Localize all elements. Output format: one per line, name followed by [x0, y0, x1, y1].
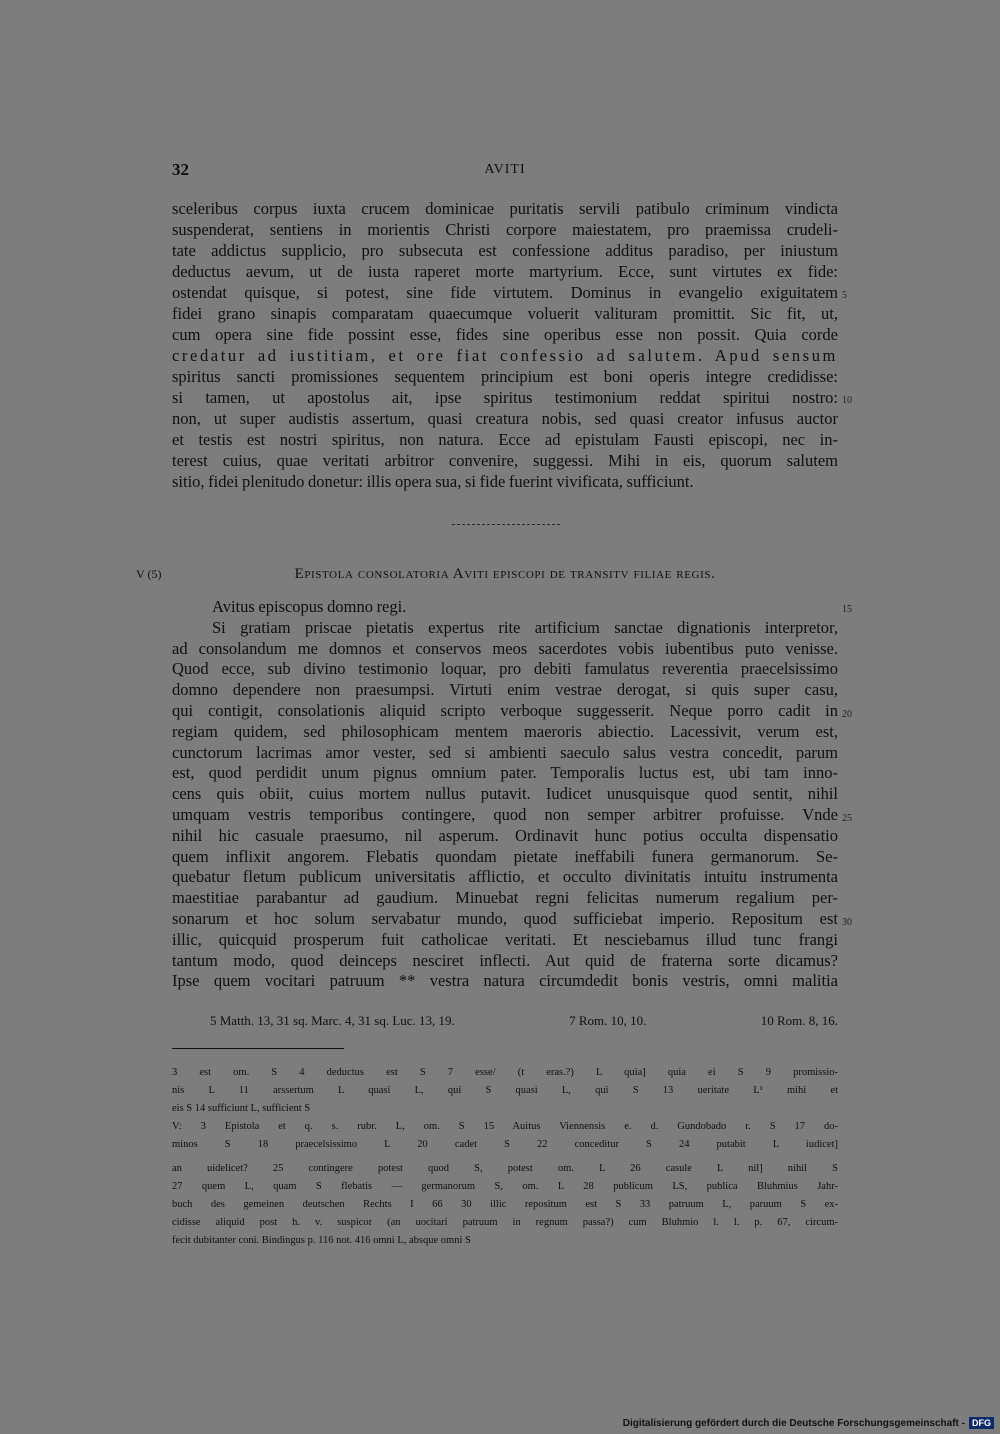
text-line: sitio, fidei plenitudo donetur: illis opera sua, si fide fuerint vivificata, sufficiunt. [172, 472, 694, 491]
apparatus-line: nis L 11 arssertum L quasi L, qui S quasi L, qui S 13 ueritate L¹ mihi et [172, 1085, 838, 1096]
letter-text [172, 597, 838, 992]
text-line: suspenderat, sentiens in morientis Christi corpore maiestatem, pro praemissa crudeli- [172, 220, 838, 239]
apparatus-line: cidisse aliquid post h. v. suspicor (an uocitari patruum in regnum passa?) cum Bluhmio l. l. p. 67, circum- [172, 1217, 838, 1228]
text-line: umquam vestris temporibus contingere, quod non semper arbitrer profuisse. Vnde [172, 804, 838, 824]
line-number: 10 [842, 395, 852, 406]
text-line: quem inflixit angorem. Flebatis quondam pietate ineffabili funera germanorum. Se- [172, 846, 838, 866]
text-line: Si gratiam priscae pietatis expertus rite artificium sanctae dignationis interpretor, [212, 617, 838, 637]
text-line: fidei grano sinapis comparatam quaecumque voluerit valituram promittit. Sic fit, ut, [172, 304, 838, 323]
dfg-logo: DFG [969, 1417, 994, 1429]
apparatus-line: minos S 18 praecelsissimo L 20 cadet S 22 conceditur S 24 putabit L iudicet] [172, 1139, 838, 1150]
scripture-ref: 7 Rom. 10, 10. [569, 1013, 647, 1028]
main-text [172, 198, 838, 492]
text-line: maestitiae parabantur ad gaudium. Minuebat regni felicitas numerum regalium per- [172, 888, 838, 908]
text-line: terest cuius, quae veritati arbitror convenire, suggessi. Mihi in eis, quorum salutem [172, 451, 838, 470]
text-line: cunctorum lacrimas amor vester, sed si ambienti saeculo salus vestra concedit, parum [172, 742, 838, 762]
scripture-references [210, 1013, 838, 1033]
apparatus-line: 27 quem L, quam S flebatis — germanorum S, om. L 28 publicum LS, publica Bluhmius Jahr- [172, 1181, 838, 1192]
running-head: AVITI [484, 162, 526, 177]
page-header [172, 160, 838, 182]
text-line: sonarum et hoc solum servabatur mundo, quod sufficiebat imperio. Repositum est [172, 908, 838, 928]
text-line: ad consolandum me domnos et conservos meos sacerdotes vobis iubentibus puto venisse. [172, 638, 838, 658]
text-line: est, quod perdidit unum pignus omnium pater. Temporalis luctus est, ubi tam inno- [172, 763, 838, 783]
apparatus-line: eis S 14 sufficiunt L, sufficient S [172, 1103, 311, 1114]
text-line: non, ut super audistis assertum, quasi creatura nobis, sed quasi creator infusus auctor [172, 409, 838, 428]
apparatus-line: V: 3 Epistola et q. s. rubr. L, om. S 15 Auitus Viennensis e. d. Gundobado r. S 17 do- [172, 1121, 838, 1132]
apparatus-line: 3 est om. S 4 deductus est S 7 esse/ (t eras.?) L quia] quia ei S 9 promissio- [172, 1067, 838, 1078]
text-line: cum opera sine fide possint esse, fides sine operibus esse non possit. Quia corde [172, 325, 838, 344]
text-line: tantum modo, quod deinceps nesciret inflecti. Aut quid de fraterna sorte dicamus? [172, 950, 838, 970]
text-line: regiam quidem, sed philosophicam mentem maeroris abiectio. Lacessivit, verum est, [172, 721, 838, 741]
text-line: Quod ecce, sub divino testimonio loquar, pro debiti famulatus reverentia praecelsissimo [172, 659, 838, 679]
text-line: Ipse quem vocitari patruum ** vestra natura circumdedit bonis vestris, omni malitia [172, 971, 838, 991]
line-number: 20 [842, 709, 852, 720]
text-line: ostendat quisque, si potest, sine fide virtutem. Dominus in evangelio exiguitatem [172, 283, 838, 302]
line-number: 15 [842, 604, 852, 615]
footnote-rule [172, 1048, 344, 1049]
apparatus-line: an uidelicet? 25 contingere potest quod S, potest om. L 26 casule L nil] nihil S [172, 1163, 838, 1174]
section-divider [452, 524, 560, 525]
text-line: si tamen, ut apostolus ait, ipse spiritus testimonium reddat spiritui nostro: [172, 388, 838, 407]
text-line: sceleribus corpus iuxta crucem dominicae puritatis servili patibulo criminum vindicta [172, 199, 838, 218]
line-number: 30 [842, 917, 852, 928]
funding-notice [623, 1416, 994, 1430]
text-line: deductus aevum, ut de iusta raperet morte martyrium. Ecce, sunt virtutes ex fide: [172, 262, 838, 281]
apparatus-line: buch des gemeinen deutschen Rechts I 66 30 illic repositum est S 33 patruum L, paruum S ex- [172, 1199, 838, 1210]
line-number: 25 [842, 813, 852, 824]
text-line: nihil hic casuale praesumo, nil asperum. Ordinavit hunc potius occulta dispensatio [172, 825, 838, 845]
text-line: cens quis obiit, cuius mortem nullus putavit. Iudicet unusquisque quod sentit, nihil [172, 784, 838, 804]
funding-text: Digitalisierung gefördert durch die Deutsche Forschungsgemeinschaft - [622, 1417, 965, 1429]
text-line: illic, quicquid prosperum fuit catholicae veritati. Et nesciebamus illud tunc frangi [172, 929, 838, 949]
text-line: et testis est nostri spiritus, non natura. Ecce ad epistulam Fausti episcopi, nec in- [172, 430, 838, 449]
text-line: domno dependere non praesumpsi. Virtuti enim vestrae derogat, si quis super casu, [172, 680, 838, 700]
page-number: 32 [172, 160, 189, 179]
text-line: spiritus sancti promissiones sequentem principium est boni operis integre credidisse: [172, 367, 838, 386]
text-line: quebatur fletum publicum universitatis afflictio, et occulto divinitatis intuitu instrumenta [172, 867, 838, 887]
letter-number: V (5) [136, 567, 162, 581]
apparatus-line: fecit dubitanter coni. Bindingus p. 116 not. 416 omni L, absque omni S [172, 1235, 471, 1246]
text-line: qui contigit, consolationis aliquid scripto verboque suggesserit. Neque porro cadit in [172, 700, 838, 720]
scripture-ref: 5 Matth. 13, 31 sq. Marc. 4, 31 sq. Luc. 13, 19. [210, 1013, 455, 1028]
line-number: 5 [842, 290, 847, 301]
text-line: credatur ad iustitiam, et ore fiat confessio ad salutem. Apud sensum [172, 346, 838, 365]
text-line: Avitus episcopus domno regi. [212, 597, 407, 616]
scripture-ref: 10 Rom. 8, 16. [760, 1013, 838, 1028]
text-line: tate addictus supplicio, pro subsecuta est confessione additus paradiso, per iniustum [172, 241, 838, 260]
letter-title: Epistola consolatoria Aviti episcopi de transitv filiae regis. [294, 566, 716, 582]
critical-apparatus [172, 1064, 838, 1250]
